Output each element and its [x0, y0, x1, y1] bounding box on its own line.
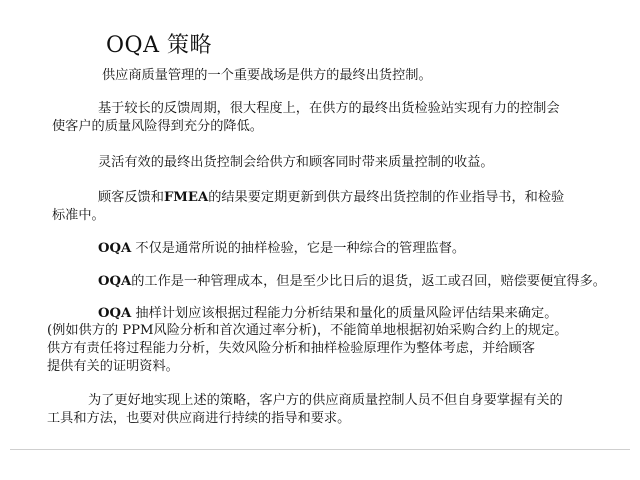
text-segment: 不仅是通常所说的抽样检验，它是一种综合的管理监督。	[131, 241, 466, 256]
bottom-divider	[10, 449, 630, 450]
text-segment: 的结果要定期更新到供方最终出货控制的作业指导书，和检验	[208, 190, 565, 205]
paragraph-line: 标准中。	[52, 208, 105, 223]
paragraph-line: 使客户的质量风险得到充分的降低。	[52, 119, 263, 134]
paragraph-line: 供方有责任将过程能力分析，失效风险分析和抽样检验原理作为整体考虑，并给顾客	[47, 341, 535, 356]
paragraph-line: (例如供方的 PPM风险分析和首次通过率分析)，不能简单地根据初始采购合约上的规定。	[47, 323, 568, 338]
oqa-term: OQA	[98, 241, 132, 256]
fmea-term: FMEA	[163, 190, 209, 205]
paragraph-line: 为了更好地实现上述的策略，客户方的供应商质量控制人员不但自身要掌握有关的	[88, 393, 563, 408]
paragraph-line: 提供有关的证明资料。	[47, 359, 179, 374]
paragraph-line: 灵活有效的最终出货控制会给供方和顾客同时带来质量控制的收益。	[98, 155, 494, 170]
paragraph-line: 基于较长的反馈周期，很大程度上，在供方的最终出货检验站实现有力的控制会	[98, 101, 560, 116]
paragraph-line	[98, 240, 465, 258]
paragraph-line	[98, 273, 606, 291]
text-segment: 的工作是一种管理成本，但是至少比日后的退货，返工或召回，赔偿要便宜得多。	[131, 274, 606, 289]
oqa-term: OQA	[98, 274, 132, 289]
text-segment: 顾客反馈和	[98, 190, 164, 205]
paragraph-line	[98, 305, 557, 323]
paragraph-line	[98, 189, 564, 207]
slide-title: OQA 策略	[106, 33, 212, 58]
oqa-term: OQA	[98, 306, 132, 321]
paragraph-line: 供应商质量管理的一个重要战场是供方的最终出货控制。	[102, 68, 432, 83]
text-segment: 抽样计划应该根据过程能力分析结果和量化的质量风险评估结果来确定。	[131, 306, 558, 321]
paragraph-line: 工具和方法，也要对供应商进行持续的指导和要求。	[47, 411, 351, 426]
